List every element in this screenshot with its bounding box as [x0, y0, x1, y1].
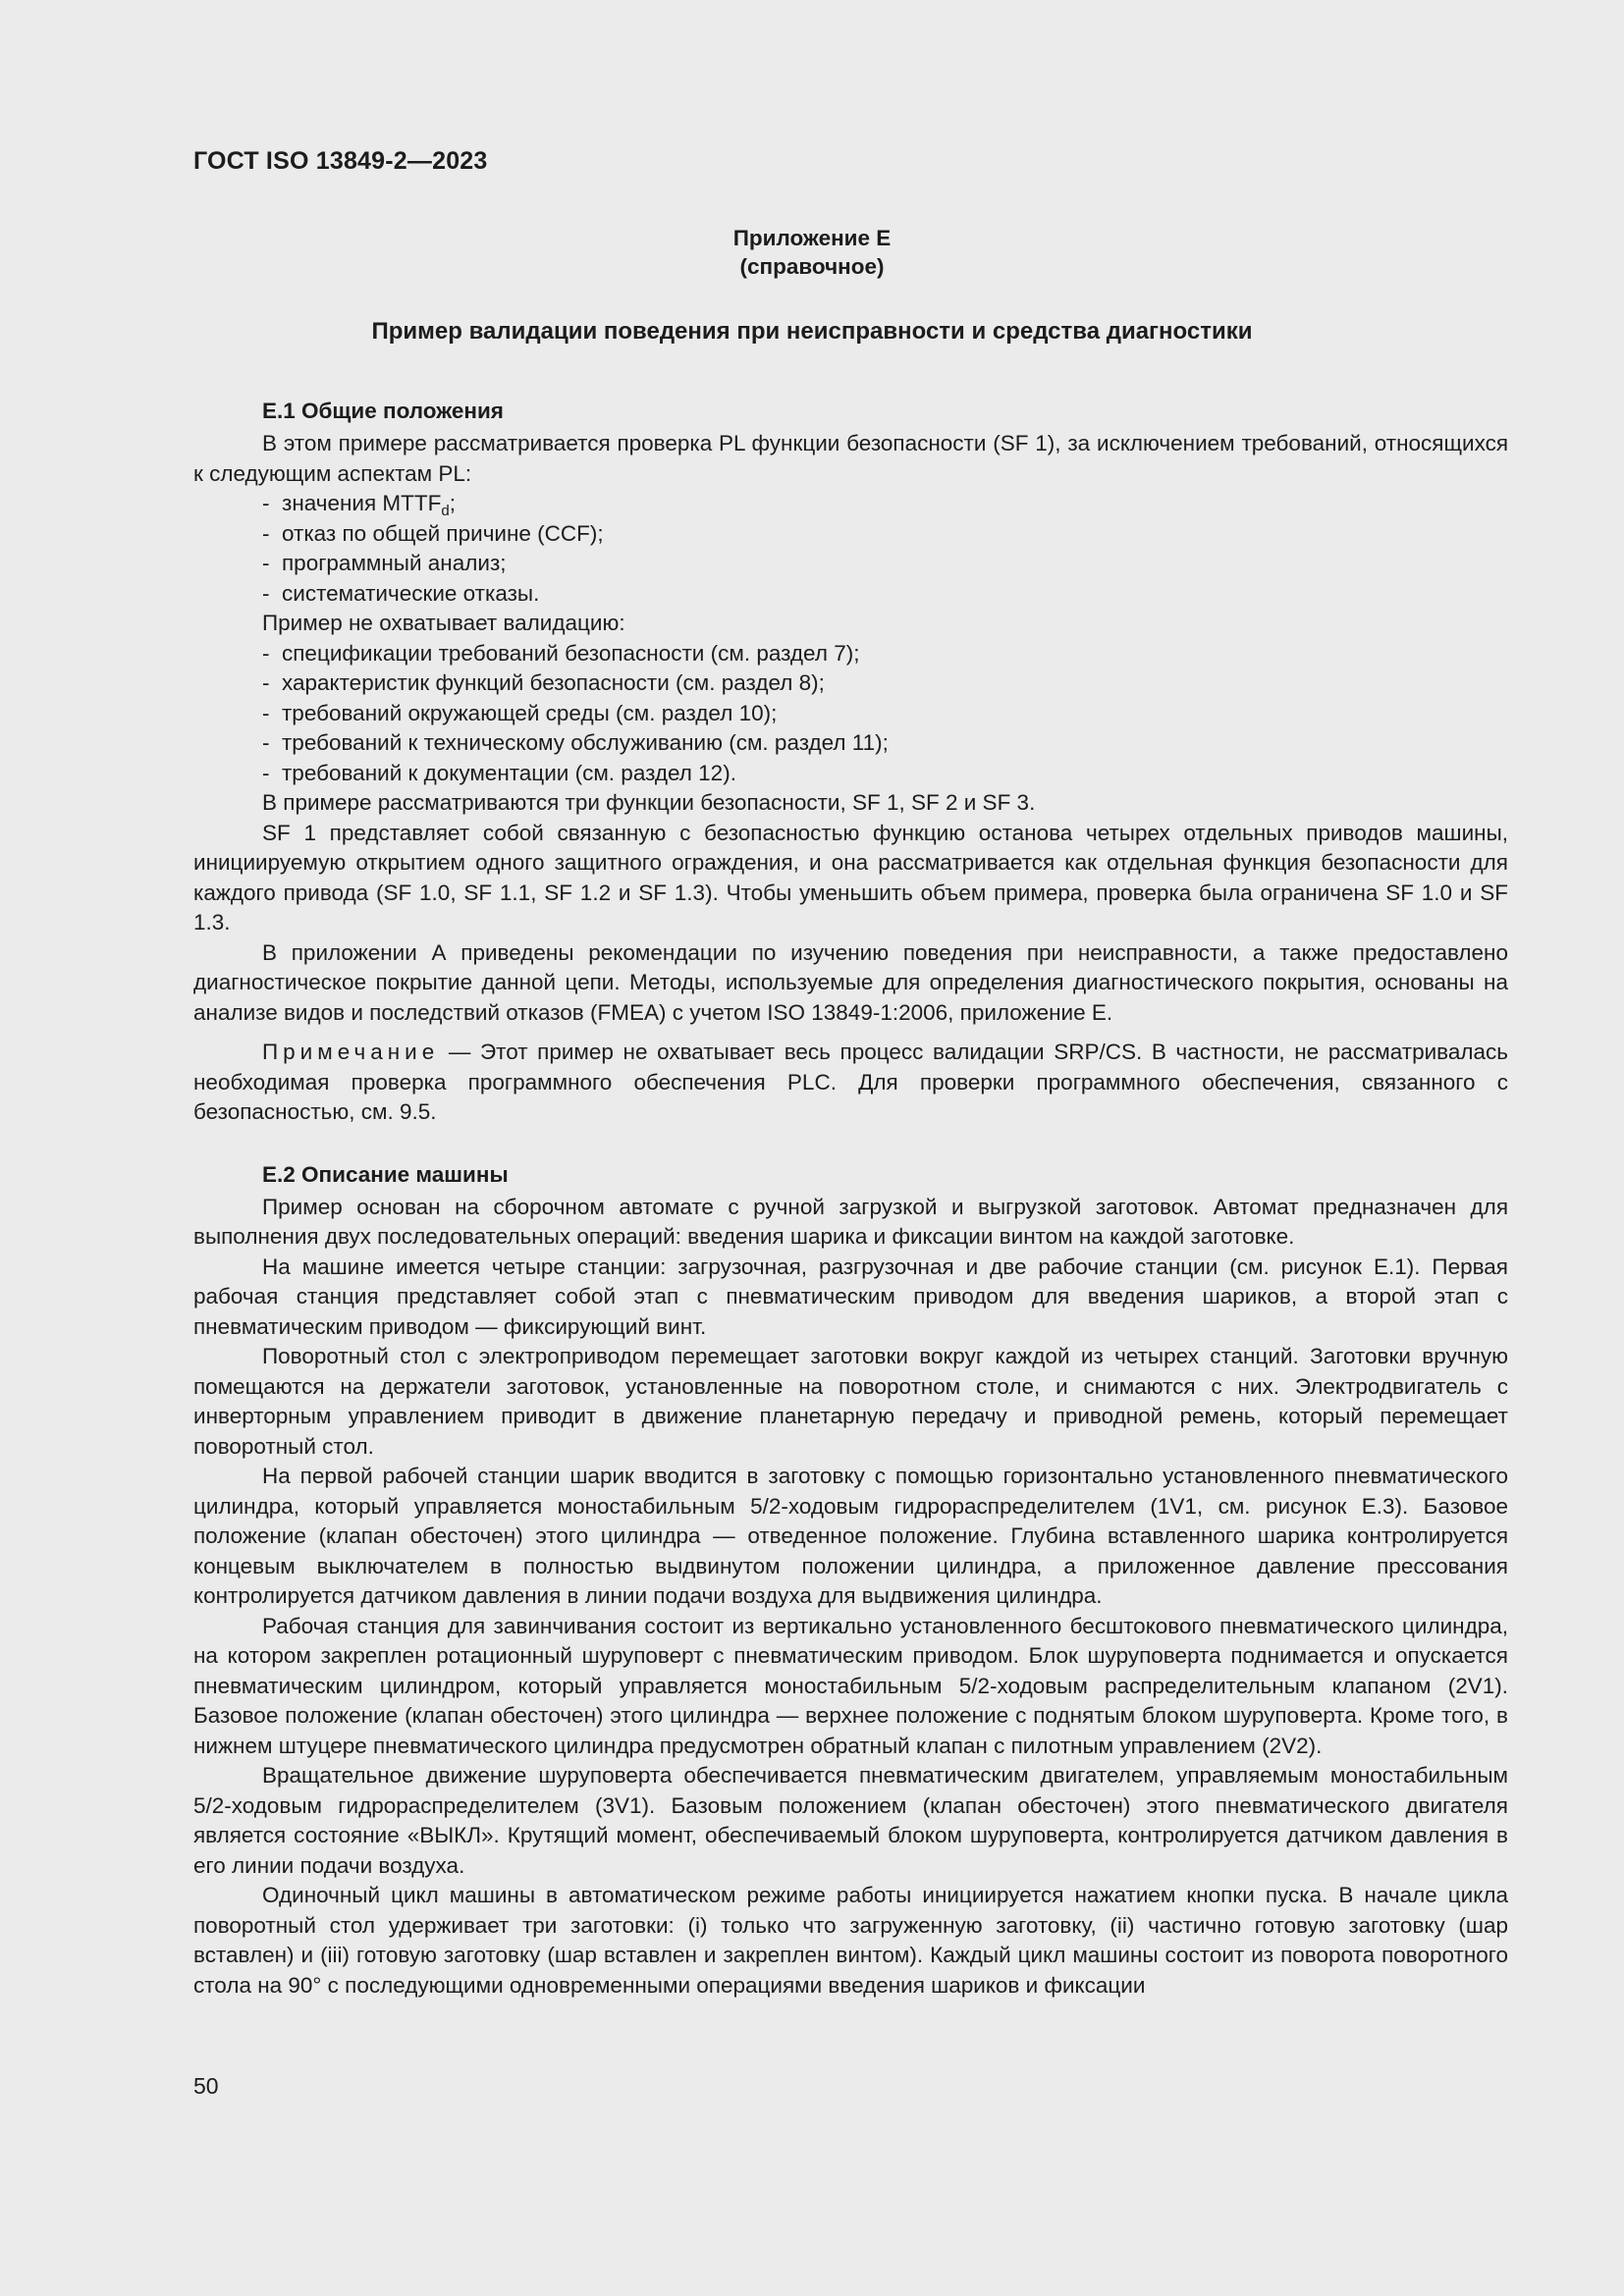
list-item: - систематические отказы. [262, 580, 540, 606]
appendix-kind: (справочное) [739, 254, 885, 279]
list-item: - характеристик функций безопасности (см. раздел 8); [262, 670, 825, 695]
note [193, 1038, 1508, 1128]
paragraph: Поворотный стол с электроприводом перемещает заготовки вокруг каждой из четырех станций. Заготовки вручную помещаются на держатели заготовок, установленные на поворотном столе, и снимаются с них. Электродвигатель с инверторным управлением приводит в движение планетарную передачу и приводной ремень, который перемещает поворотный стол. [193, 1344, 1508, 1459]
paragraph: Одиночный цикл машины в автоматическом режиме работы инициируется нажатием кнопки пуска. В начале цикла поворотный стол удерживает три заготовки: (i) только что загруженную заготовку, (ii) частично готовую заготовку (шар вставлен) и (iii) готовую заготовку (шар вставлен и закреплен винтом). Каждый цикл машины состоит из поворота поворотного стола на 90° с последующими одновременными операциями введения шариков и фиксации [193, 1883, 1508, 1998]
list-item: - отказ по общей причине (CCF); [262, 520, 604, 546]
aspects-list [193, 489, 1508, 609]
appendix-heading [0, 224, 1624, 281]
list-item: - программный анализ; [262, 551, 507, 575]
appendix-title: Пример валидации поведения при неисправности и средства диагностики [371, 318, 1253, 345]
note-text: — Этот пример не охватывает весь процесс валидации SRP/CS. В частности, не рассматривалась необходимая проверка программного обеспечения PLC. Для проверки программного обеспечения, связанного с безопасностью, см. 9.5. [193, 1040, 1508, 1124]
list-item: - спецификации требований безопасности (см. раздел 7); [262, 640, 860, 666]
paragraph: На первой рабочей станции шарик вводится в заготовку с помощью горизонтально установленного пневматического цилиндра, который управляется моностабильным 5/2-ходовым гидрораспределителем (1V1, см. рисунок Е.3). Базовое положение (клапан обесточен) этого цилиндра — отведенное положение. Глубина вставленного шарика контролируется концевым выключателем в полностью выдвинутом положении цилиндра, а приложенное давление прессования контролируется датчиком давления в линии подачи воздуха для выдвижения цилиндра. [193, 1464, 1508, 1608]
note-label: Примечание [262, 1040, 440, 1064]
list-item: - требований к техническому обслуживанию (см. раздел 11); [262, 730, 889, 755]
list-item: - значения $MTTF_d$; [262, 491, 457, 519]
paragraph-sf1: SF 1 представляет собой связанную с безопасностью функцию останова четырех отдельных приводов машины, инициируемую открытием одного защитного ограждения, и она рассматривается как отдельная функция безопасности для каждого привода (SF 1.0, SF 1.1, SF 1.2 и SF 1.3). Чтобы уменьшить объем примера, проверка была ограничена SF 1.0 и SF 1.3. [193, 820, 1508, 934]
section-e1-intro: В этом примере рассматривается проверка PL функции безопасности (SF 1), за исключением требований, относящихся к следующим аспектам PL: [193, 431, 1508, 486]
list-item: - требований окружающей среды (см. раздел 10); [262, 700, 778, 725]
page-number: 50 [193, 2073, 219, 2099]
appendix-label: Приложение Е [732, 226, 892, 250]
not-covered-list [193, 639, 1508, 789]
paragraph: Пример основан на сборочном автомате с ручной загрузкой и выгрузкой заготовок. Автомат предназначен для выполнения двух последовательных операций: введения шарика и фиксации винтом на каждой заготовке. [193, 1194, 1508, 1249]
paragraph: Рабочая станция для завинчивания состоит из вертикально установленного бесштокового пневматического цилиндра, на котором закреплен ротационный шуруповерт с пневматическим приводом. Блок шуруповерта поднимается и опускается пневматическим цилиндром, который управляется моностабильным 5/2-ходовым распределительным клапаном (2V1). Базовое положение (клапан обесточен) этого цилиндра — верхнее положение с поднятым блоком шуруповерта. Кроме того, в нижнем штуцере пневматического цилиндра предусмотрен обратный клапан с пилотным управлением (2V2). [193, 1613, 1508, 1758]
section-e1-heading: Е.1 Общие положения [262, 399, 504, 423]
paragraph-annex-a: В приложении А приведены рекомендации по изучению поведения при неисправности, а также предоставлено диагностическое покрытие данной цепи. Методы, используемые для определения диагностического покрытия, основаны на анализе видов и последствий отказов (FMEA) с учетом ISO 13849-1:2006, приложение Е. [193, 939, 1508, 1025]
document-id: ГОСТ ISO 13849-2—2023 [193, 147, 488, 175]
document-body [193, 394, 1508, 2001]
paragraph: На машине имеется четыре станции: загрузочная, разгрузочная и две рабочие станции (см. рисунок Е.1). Первая рабочая станция представляет собой этап с пневматическим приводом для введения шариков, а второй этап с пневматическим приводом — фиксирующий винт. [193, 1254, 1508, 1339]
section-e2-heading: Е.2 Описание машины [262, 1161, 509, 1187]
paragraph: Вращательное движение шуруповерта обеспечивается пневматическим двигателем, управляемым моностабильным 5/2-ходовым гидрораспределителем (3V1). Базовым положением (клапан обесточен) этого пневматического двигателя является состояние «ВЫКЛ». Крутящий момент, обеспечиваемый блоком шуруповерта, контролируется датчиком давления в его линии подачи воздуха. [193, 1763, 1508, 1878]
not-covered-intro: Пример не охватывает валидацию: [262, 611, 625, 635]
paragraph-functions: В примере рассматриваются три функции безопасности, SF 1, SF 2 и SF 3. [262, 790, 1036, 815]
list-item: - требований к документации (см. раздел 12). [262, 760, 736, 785]
